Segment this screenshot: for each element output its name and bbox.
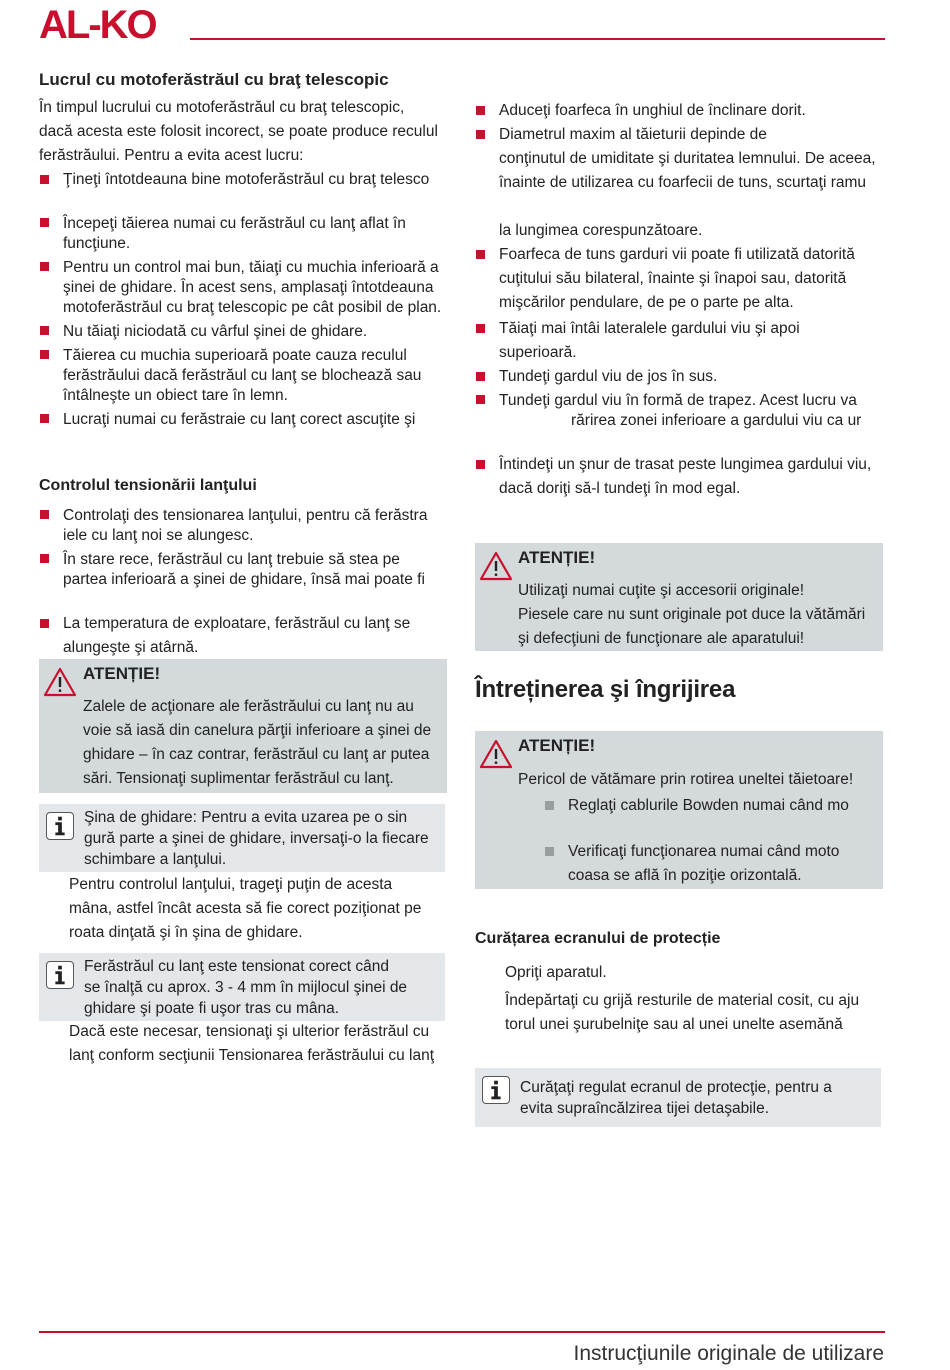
header-rule: [190, 38, 885, 40]
info-text: Curăţaţi regulat ecranul de protecţie, pentru a evita supraîncălzirea tijei detaşabile.: [520, 1079, 832, 1117]
list-item: Reglaţi cablurile Bowden numai când mo: [544, 794, 874, 818]
list-item: Tăiaţi mai întâi lateralele gardului viu şi apoi superioară.: [475, 317, 885, 365]
left-column-chain: [39, 474, 449, 660]
list-item: Controlaţi des tensionarea lanţului, pentru că ferăstra iele cu lanţ noi se alungesc.: [39, 504, 449, 548]
section-title-telescopic: Lucrul cu motoferăstrăul cu braţ telescopic: [39, 70, 389, 89]
section-title-maintenance: Întreținerea şi îngrijirea: [475, 676, 736, 703]
warning-title: ATENȚIE!: [83, 664, 161, 683]
intro-line-1: În timpul lucrului cu motoferăstrăul cu braţ telescopic,: [39, 99, 405, 116]
warning-text: Utilizaţi numai cuţite şi accesorii originale! Piesele care nu sunt originale pot duce la vătămări şi defecţiuni de funcţionare ale aparatului!: [518, 582, 866, 647]
section-title-cleaning: Curățarea ecranului de protecție: [475, 930, 721, 947]
chain-check-paragraph: Pentru controlul lanţului, trageţi puţin de acesta mâna, astfel încât acesta să fie corect poziţionat pe roata dinţată şi în şina de ghidare.: [69, 876, 422, 941]
list-item: Foarfeca de tuns garduri vii poate fi utilizată datorită cuţitului său bilateral, înainte şi înapoi sau, datorită mişcărilor pendulare, de pe o parte pe alta.: [475, 243, 885, 315]
info-icon: [46, 812, 74, 840]
cleaning-paragraphs: Opriţi aparatul. Îndepărtaţi cu grijă resturile de material cosit, cu aju torul unei şurubelniţe sau al unei unelte asemănă: [505, 964, 860, 1033]
list-item: Tundeţi gardul viu de jos în sus.: [475, 365, 885, 389]
warning-triangle-icon: [43, 667, 77, 697]
intro-line-3: ferăstrăului. Pentru a evita acest lucru:: [39, 147, 304, 164]
list-item: În stare rece, ferăstrăul cu lanţ trebuie să stea pe partea inferioară a şinei de ghidare, însă mai poate fi: [39, 548, 449, 592]
warning-title: ATENȚIE!: [518, 736, 596, 755]
warning-list: [544, 794, 874, 888]
warning-triangle-icon: [479, 739, 513, 769]
warning-text: Zalele de acţionare ale ferăstrăului cu lanţ nu au voie să iasă din canelura părţii inferioare a şinei de ghidare – în caz contrar, ferăstrăul cu lanţ ar putea sări. Tensionaţi suplimentar ferăstrăul cu lanţ.: [83, 698, 432, 787]
list-item: Aduceţi foarfeca în unghiul de înclinare dorit.: [475, 99, 885, 123]
right-column: [475, 99, 885, 501]
warning-box: [475, 731, 883, 889]
info-box: [475, 1068, 881, 1127]
info-icon: [46, 961, 74, 989]
footer-rule: [39, 1331, 885, 1333]
info-text: Ferăstrăul cu lanţ este tensionat corect când se înalţă cu aprox. 3 - 4 mm în mijlocul şinei de ghidare şi poate fi uşor tras cu mâna.: [84, 958, 408, 1017]
section-title-chain-tension: Controlul tensionării lanţului: [39, 477, 257, 494]
continuation-line: la lungimea corespunzătoare.: [499, 222, 703, 239]
list-item: Începeţi tăierea numai cu ferăstrăul cu lanţ aflat în funcţiune.: [39, 212, 449, 256]
warning-title: ATENȚIE!: [518, 548, 596, 567]
info-box: [39, 804, 445, 872]
list-item: Tundeţi gardul viu în formă de trapez. Acest lucru va rărirea zonei inferioare a gardului viu ca ur: [475, 389, 885, 433]
list-item: La temperatura de exploatare, ferăstrăul cu lanţ se alungeşte şi atârnă.: [39, 612, 449, 660]
list-item: Întindeţi un şnur de trasat peste lungimea gardului viu, dacă doriţi să-l tundeţi în mod egal.: [475, 453, 885, 501]
info-icon: [482, 1076, 510, 1104]
info-box: [39, 953, 445, 1021]
list-item: Verificaţi funcţionarea numai când moto coasa se află în poziţie orizontală.: [544, 840, 874, 888]
al-ko-logo: [39, 4, 181, 42]
tension-paragraph: Dacă este necesar, tensionaţi şi ulterior ferăstrăul cu lanţ conform secţiunii Tensionarea ferăstrăului cu lanţ: [69, 1023, 435, 1064]
footer-title: Instrucţiunile originale de utilizare: [573, 1342, 884, 1365]
list-item: Ţineţi întotdeauna bine motoferăstrăul cu braţ telesco: [39, 168, 449, 192]
list-item: Pentru un control mai bun, tăiaţi cu muchia inferioară a şinei de ghidare. În acest sens, amplasaţi întotdeauna motoferăstrăul cu braţ telescopic pe cât posibil de plan.: [39, 256, 449, 320]
list-item: Nu tăiaţi niciodată cu vârful şinei de ghidare.: [39, 320, 449, 344]
list-item: Lucraţi numai cu ferăstraie cu lanţ corect ascuţite şi: [39, 408, 449, 432]
warning-box: [39, 659, 447, 793]
list-item: Diametrul maxim al tăieturii depinde de conţinutul de umiditate şi duritatea lemnului. De aceea, înainte de utilizarea cu foarfecii de tuns, scurtaţi ramu: [475, 123, 885, 195]
intro-line-2: dacă acesta este folosit incorect, se poate produce reculul: [39, 123, 438, 140]
logo-text: AL-KO: [39, 4, 156, 42]
warning-box: [475, 543, 883, 651]
warning-text: Pericol de vătămare prin rotirea uneltei tăietoare!: [518, 771, 854, 788]
list-item: Tăierea cu muchia superioară poate cauza reculul ferăstrăului dacă ferăstrăul cu lanţ se blochează sau întâlneşte un obiect tare în lemn.: [39, 344, 449, 408]
left-column: [39, 68, 449, 432]
warning-triangle-icon: [479, 551, 513, 581]
info-text: Şina de ghidare: Pentru a evita uzarea pe o sin gură parte a şinei de ghidare, inversaţi-o la fiecare schimbare a lanţului.: [84, 809, 429, 868]
